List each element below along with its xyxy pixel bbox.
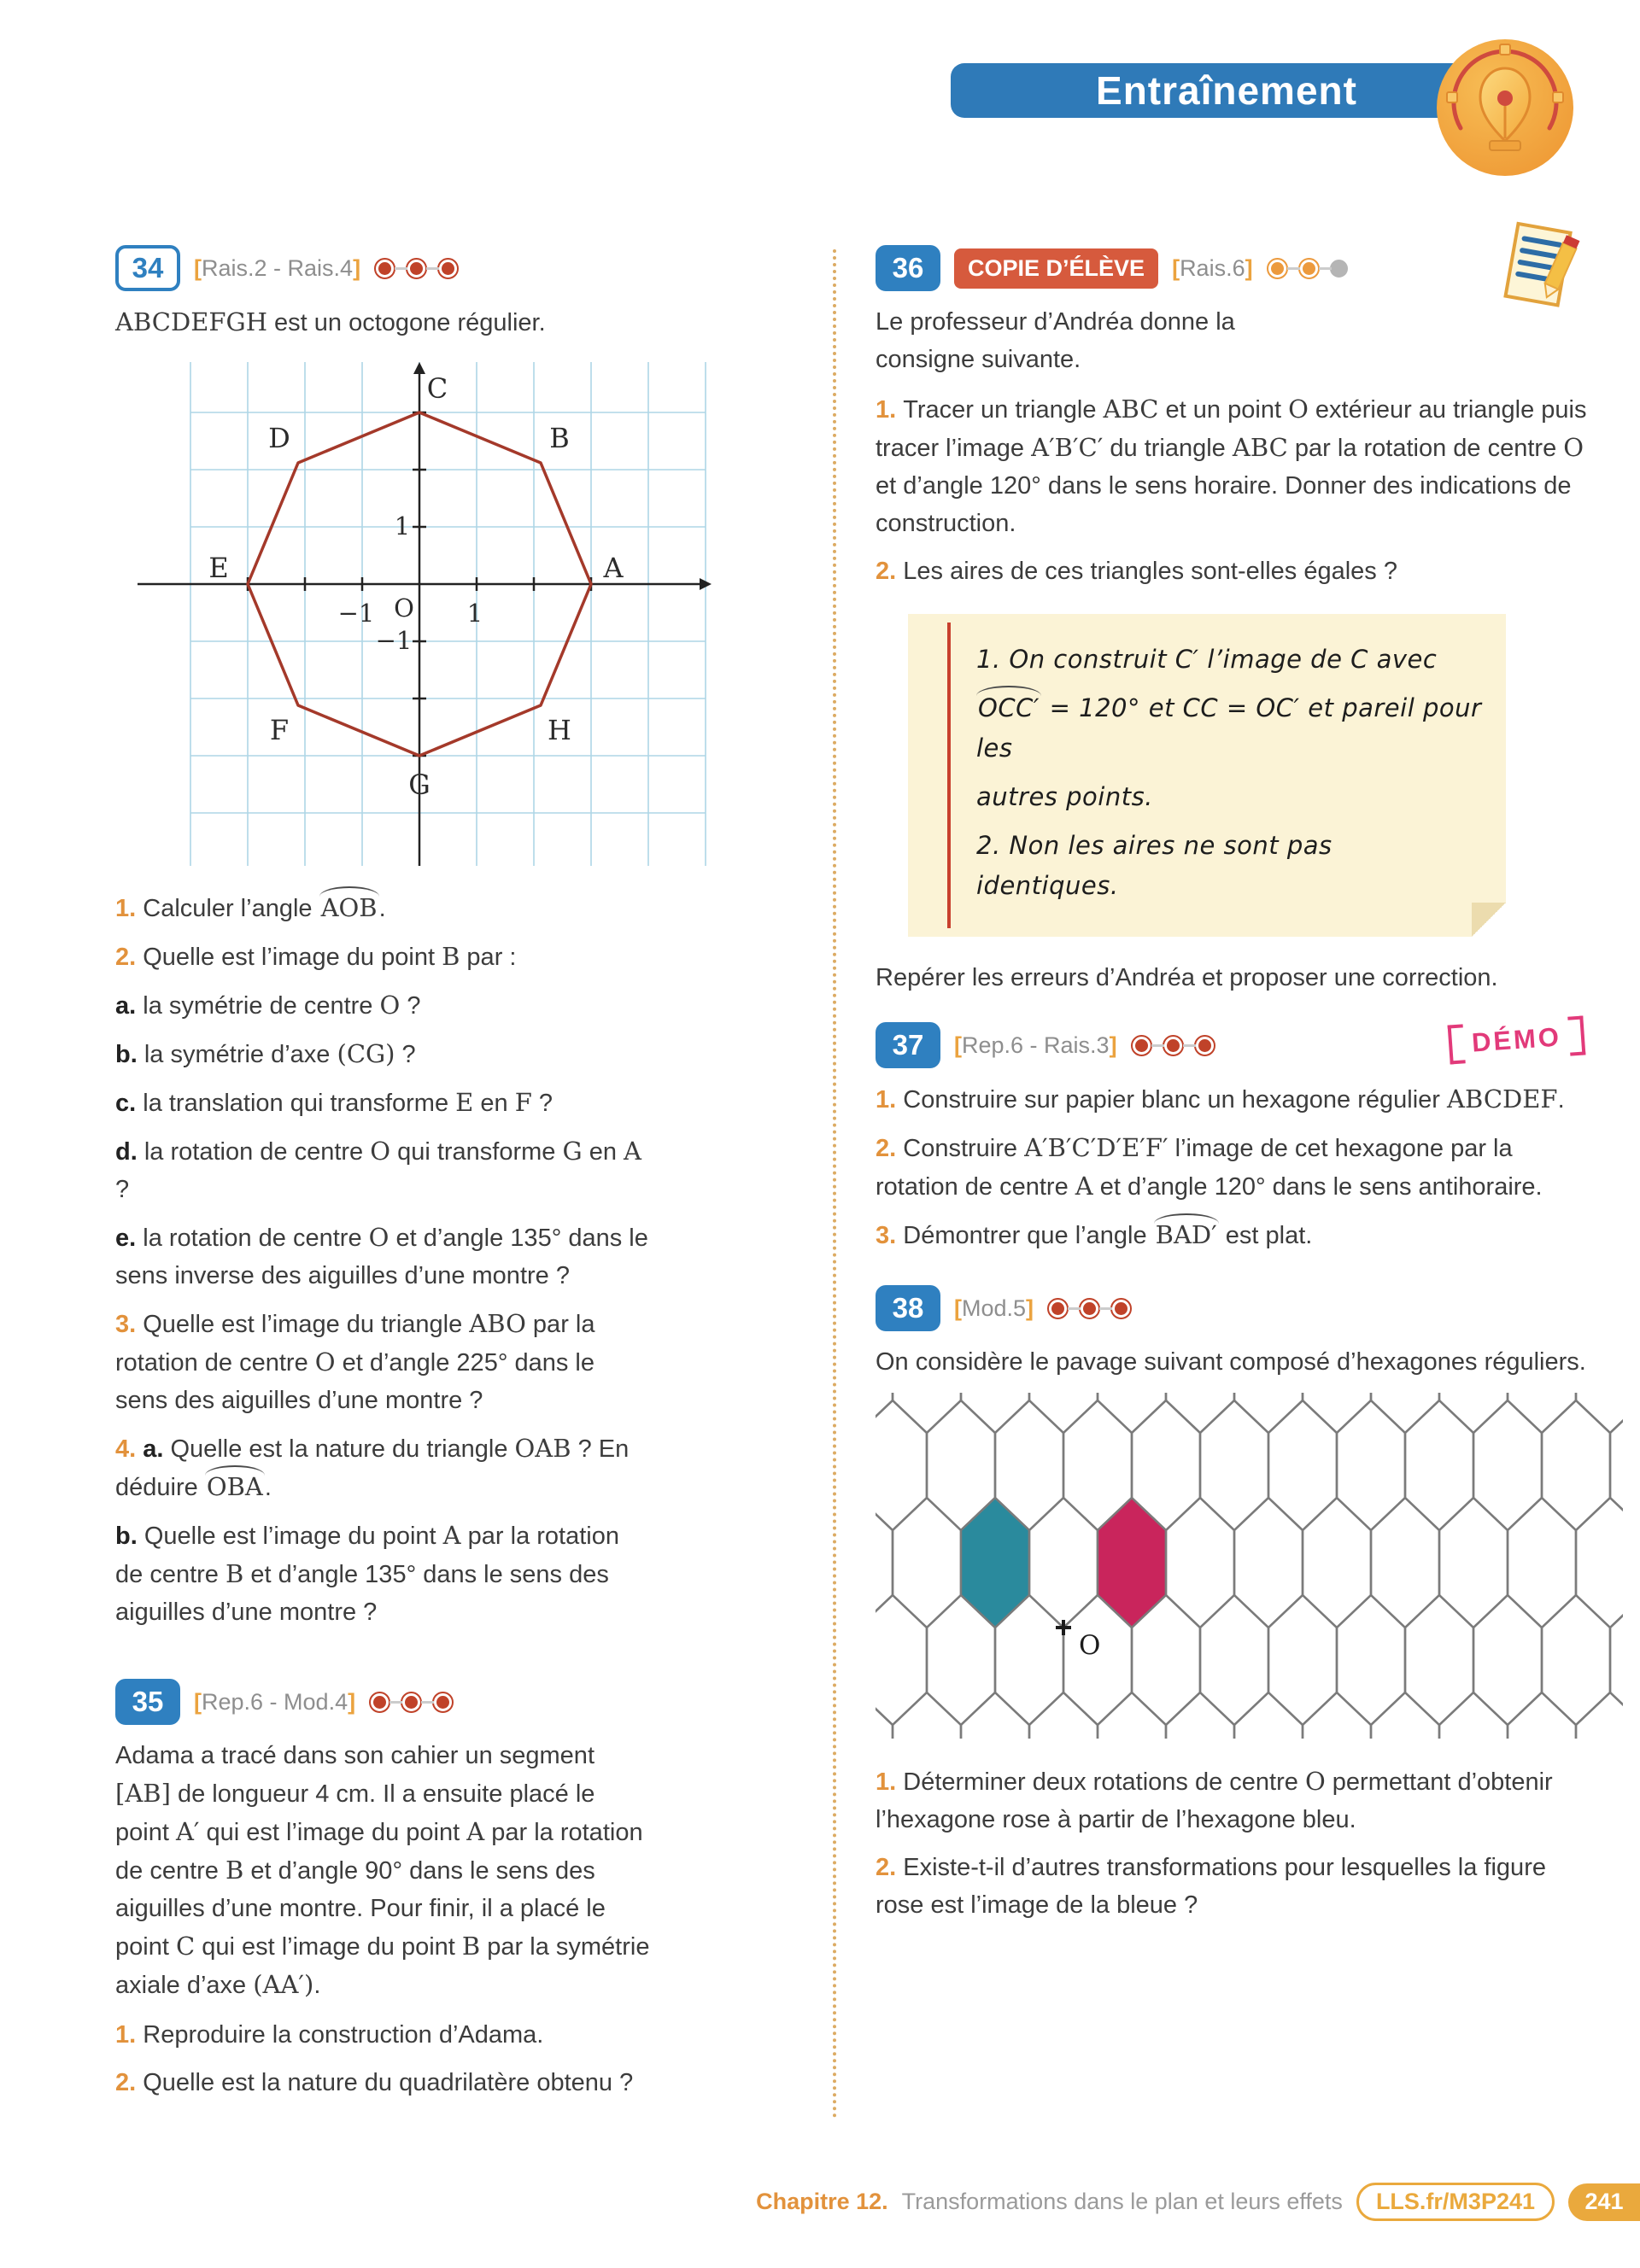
student-copy-badge: COPIE D’ÉLÈVE <box>954 248 1158 289</box>
note-line: 2. Non les aires ne sont pas identiques. <box>976 831 1332 900</box>
exercise-38-intro: On considère le pavage suivant composé d’hexagones réguliers. <box>876 1348 1586 1376</box>
note-line: OCC′ = 120° et CC = OC′ et pareil pour les <box>976 688 1482 769</box>
origin-label: O <box>394 593 414 623</box>
exercise-number-35: 35 <box>115 1679 180 1725</box>
chapter-title: Transformations dans le plan et leurs effets <box>901 2189 1343 2214</box>
question: 2. Quelle est la nature du quadrilatère obtenu ? <box>115 2069 634 2096</box>
hexagon-tiling-svg <box>876 1393 1623 1739</box>
vertex-label-f: F <box>269 714 290 746</box>
exercise-number-34: 34 <box>115 245 180 291</box>
vertex-label-c: C <box>426 372 448 405</box>
question: 1. Tracer un triangle ABC et un point O extérieur au triangle puis tracer l’image A′B′C′ du triangle ABC par la rotation de centre O et d’angle 120° dans le sens horaire. Donner des indications de construction. <box>876 395 1587 537</box>
skill-tags: [Mod.5] <box>954 1295 1034 1321</box>
question: d. la rotation de centre O qui transforme G en A ? <box>115 1137 641 1203</box>
vertex-label-h: H <box>548 714 571 746</box>
right-column <box>876 245 1590 1934</box>
demo-bracket-left <box>1448 1024 1466 1064</box>
chapter-label: Chapitre 12. <box>756 2189 888 2214</box>
column-divider <box>833 249 836 2119</box>
vertex-label-e: E <box>208 552 229 584</box>
vertex-label-a: A <box>603 552 624 584</box>
hex-grid <box>876 1393 1623 1739</box>
exercise-number-38: 38 <box>876 1285 940 1331</box>
question: 1. Calculer l’angle AOB. <box>115 889 652 927</box>
skill-tags: [Rais.6] <box>1172 254 1253 281</box>
y-tick-neg1: −1 <box>375 626 413 655</box>
y-tick-pos1: 1 <box>394 511 411 541</box>
notepad-icon <box>1492 216 1595 327</box>
question: 2. Quelle est l’image du point B par : <box>115 942 517 971</box>
pen-badge-icon <box>1428 31 1582 184</box>
exercise-number-36: 36 <box>876 245 940 291</box>
demo-bracket-right <box>1567 1016 1585 1056</box>
question: c. la translation qui transforme E en F ? <box>115 1088 554 1117</box>
difficulty-dots <box>369 1692 454 1713</box>
exercise-36-intro: Le professeur d’Andréa donne la consigne suivante. <box>876 308 1235 373</box>
note-line: autres points. <box>976 782 1153 811</box>
question: 3. Quelle est l’image du triangle ABO par la rotation de centre O et d’angle 225° dans le sens des aiguilles d’une montre ? <box>115 1309 595 1414</box>
skill-tags: [Rep.6 - Mod.4] <box>194 1688 356 1715</box>
exercise-number-37: 37 <box>876 1022 940 1068</box>
question: 2. Les aires de ces triangles sont-elles égales ? <box>876 558 1397 585</box>
x-tick-neg1: −1 <box>337 599 375 628</box>
exercise-34-intro: ABCDEFGH est un octogone régulier. <box>115 307 546 336</box>
question: e. la rotation de centre O et d’angle 135° dans le sens inverse des aiguilles d’une montre ? <box>115 1223 648 1289</box>
vertex-label-g: G <box>408 769 430 801</box>
vertex-label-d: D <box>268 422 290 454</box>
exercise-34-header <box>115 245 652 291</box>
question: b. la symétrie d’axe (CG) ? <box>115 1039 416 1068</box>
skill-tags: [Rep.6 - Rais.3] <box>954 1032 1117 1058</box>
lls-link[interactable]: LLS.fr/M3P241 <box>1356 2183 1555 2221</box>
question: 2. Existe-t-il d’autres transformations pour lesquelles la figure rose est l’image de la bleue ? <box>876 1854 1546 1919</box>
hexagon-tiling-figure <box>876 1393 1623 1739</box>
folded-corner <box>1472 903 1506 937</box>
demo-badge: DÉMO <box>1448 1016 1586 1065</box>
question: a. la symétrie de centre O ? <box>115 991 421 1020</box>
question: b. Quelle est l’image du point A par la rotation de centre B et d’angle 135° dans le sens des aiguilles d’une montre ? <box>115 1521 619 1626</box>
exercise-36-outro: Repérer les erreurs d’Andréa et proposer une correction. <box>876 964 1498 991</box>
y-axis-arrow <box>413 362 425 374</box>
page-number-badge: 241 <box>1568 2183 1640 2221</box>
left-column <box>115 245 652 2112</box>
question: 2. Construire A′B′C′D′E′F′ l’image de cet hexagone par la rotation de centre A et d’angle 120° dans le sens antihoraire. <box>876 1133 1543 1201</box>
question: 1. Reproduire la construction d’Adama. <box>115 2021 544 2049</box>
difficulty-dots <box>1267 258 1348 279</box>
note-line: 1. On construit C′ l’image de C avec <box>976 645 1438 674</box>
student-note <box>908 614 1506 937</box>
exercise-35-header <box>115 1679 652 1725</box>
vertex-label-b: B <box>549 422 570 454</box>
exercise-37-header <box>876 1022 1590 1068</box>
skill-tags: [Rais.2 - Rais.4] <box>194 254 361 281</box>
question: 3. Démontrer que l’angle BAD′ est plat. <box>876 1216 1590 1254</box>
difficulty-dots <box>1131 1035 1215 1056</box>
exercise-35-text: Adama a tracé dans son cahier un segment [AB] de longueur 4 cm. Il a ensuite placé le point A′ qui est l’image du point A par la rotation de centre B et d’angle 90° dans le sens des aiguilles d’une montre. Pour finir, il a placé le point C qui est l’image du point B par la symétrie axiale d’axe (AA′). <box>115 1742 650 1999</box>
octagon-figure <box>115 354 713 870</box>
difficulty-dots <box>374 258 459 279</box>
exercise-36-header <box>876 245 1590 291</box>
question: 1. Construire sur papier blanc un hexagone régulier ABCDEF. <box>876 1084 1565 1114</box>
center-label: O <box>1079 1630 1101 1661</box>
difficulty-dots <box>1047 1298 1132 1319</box>
question: 4. a. Quelle est la nature du triangle OAB ? En déduire OBA. <box>115 1429 652 1506</box>
question: 1. Déterminer deux rotations de centre O permettant d’obtenir l’hexagone rose à partir de l’hexagone bleu. <box>876 1767 1553 1833</box>
exercise-38-header <box>876 1285 1590 1331</box>
footer <box>756 2183 1640 2221</box>
x-tick-pos1: 1 <box>466 599 483 628</box>
page-title-text: Entraînement <box>1096 68 1357 113</box>
